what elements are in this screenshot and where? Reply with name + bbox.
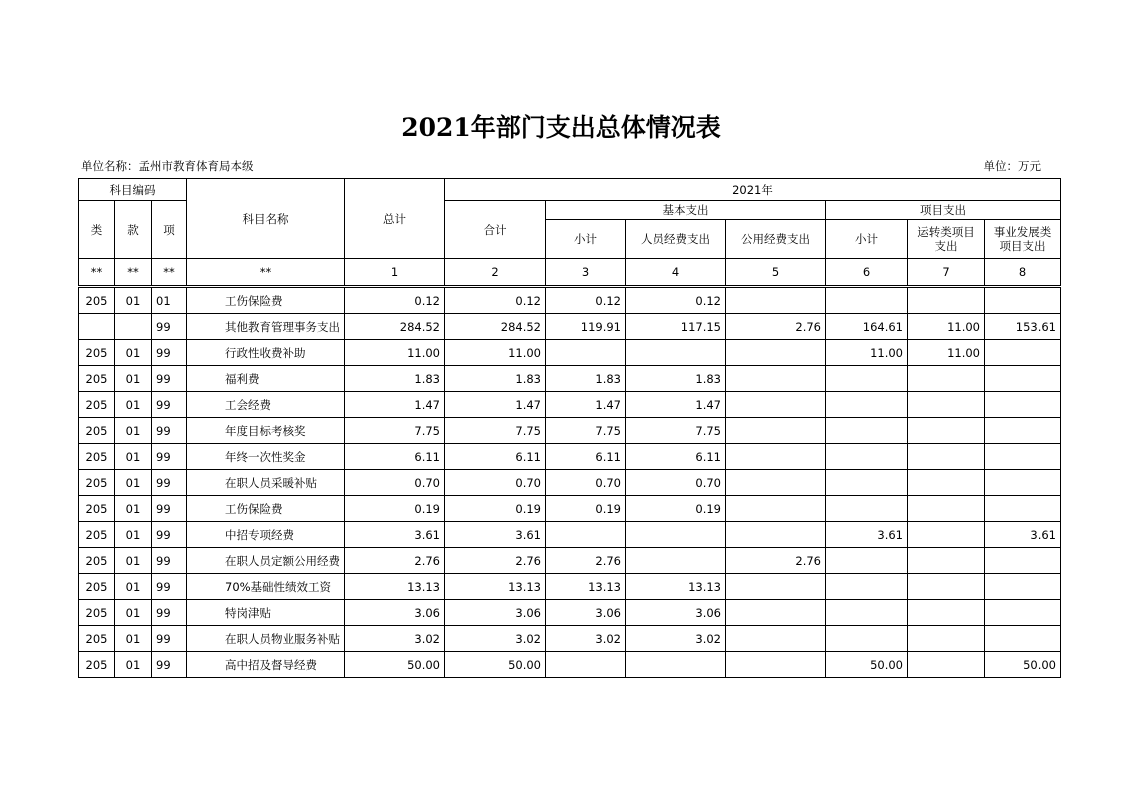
index-cell: ** [152,259,187,286]
cell-project-subtotal: 164.61 [826,314,908,340]
cell-kuan: 01 [115,548,152,574]
cell-project-subtotal [826,470,908,496]
table-row [79,496,1061,522]
cell-operating [908,626,985,652]
cell-basic-subtotal: 0.19 [546,496,626,522]
cell-personnel [626,652,726,678]
cell-project-subtotal: 50.00 [826,652,908,678]
cell-kuan: 01 [115,652,152,678]
cell-lei: 205 [79,470,115,496]
cell-development: 153.61 [985,314,1061,340]
cell-development [985,496,1061,522]
cell-subject-name: 年度目标考核奖 [187,418,345,444]
cell-kuan: 01 [115,418,152,444]
cell-lei: 205 [79,418,115,444]
cell-kuan: 01 [115,366,152,392]
header-total: 总计 [345,179,445,259]
cell-public [726,574,826,600]
header-subject-code: 科目编码 [79,179,187,201]
index-cell: 1 [345,259,445,286]
cell-lei: 205 [79,366,115,392]
cell-basic-subtotal: 3.02 [546,626,626,652]
header-subject-name: 科目名称 [187,179,345,259]
cell-total: 3.61 [345,522,445,548]
cell-basic-subtotal [546,340,626,366]
table-row [79,418,1061,444]
cell-personnel: 1.47 [626,392,726,418]
cell-heji: 284.52 [445,314,546,340]
cell-project-subtotal [826,574,908,600]
cell-kuan: 01 [115,392,152,418]
cell-subject-name: 在职人员采暖补贴 [187,470,345,496]
cell-subject-name: 特岗津贴 [187,600,345,626]
table-row [79,574,1061,600]
cell-personnel: 3.02 [626,626,726,652]
header-lei: 类 [79,201,115,259]
cell-kuan: 01 [115,626,152,652]
cell-heji: 0.19 [445,496,546,522]
cell-xiang: 99 [152,314,187,340]
cell-basic-subtotal: 13.13 [546,574,626,600]
table-row [79,470,1061,496]
cell-public [726,522,826,548]
cell-subject-name: 工会经费 [187,392,345,418]
cell-total: 6.11 [345,444,445,470]
cell-lei: 205 [79,652,115,678]
cell-lei: 205 [79,288,115,314]
cell-lei [79,314,115,340]
cell-operating [908,288,985,314]
index-cell: ** [115,259,152,286]
table-row [79,392,1061,418]
cell-development [985,366,1061,392]
cell-total: 284.52 [345,314,445,340]
cell-subject-name: 70%基础性绩效工资 [187,574,345,600]
header-personnel: 人员经费支出 [626,220,726,259]
index-cell: 5 [726,259,826,286]
header-project-subtotal: 小计 [826,220,908,259]
cell-personnel: 3.06 [626,600,726,626]
header-project-expenditure: 项目支出 [826,201,1061,220]
table-row [79,314,1061,340]
cell-subject-name: 工伤保险费 [187,288,345,314]
cell-public [726,288,826,314]
cell-lei: 205 [79,522,115,548]
header-public: 公用经费支出 [726,220,826,259]
cell-heji: 11.00 [445,340,546,366]
cell-lei: 205 [79,548,115,574]
cell-project-subtotal [826,392,908,418]
cell-total: 50.00 [345,652,445,678]
cell-public [726,444,826,470]
cell-public [726,366,826,392]
cell-subject-name: 高中招及督导经费 [187,652,345,678]
index-cell: 8 [985,259,1061,286]
header-basic-expenditure: 基本支出 [546,201,826,220]
cell-operating: 11.00 [908,314,985,340]
header-heji: 合计 [445,201,546,259]
cell-subject-name: 年终一次性奖金 [187,444,345,470]
cell-kuan: 01 [115,600,152,626]
cell-public [726,626,826,652]
cell-development [985,418,1061,444]
cell-kuan: 01 [115,470,152,496]
header-row-1 [79,179,1061,201]
table-row [79,600,1061,626]
cell-operating [908,600,985,626]
header-kuan: 款 [115,201,152,259]
cell-personnel: 7.75 [626,418,726,444]
cell-heji: 50.00 [445,652,546,678]
cell-xiang: 99 [152,496,187,522]
cell-development [985,548,1061,574]
cell-project-subtotal [826,366,908,392]
cell-xiang: 99 [152,444,187,470]
cell-operating [908,418,985,444]
cell-basic-subtotal [546,522,626,548]
cell-personnel: 0.70 [626,470,726,496]
cell-heji: 0.12 [445,288,546,314]
cell-lei: 205 [79,600,115,626]
cell-personnel: 117.15 [626,314,726,340]
cell-lei: 205 [79,340,115,366]
cell-xiang: 99 [152,574,187,600]
cell-operating [908,366,985,392]
cell-total: 1.47 [345,392,445,418]
cell-kuan: 01 [115,444,152,470]
cell-personnel: 0.12 [626,288,726,314]
cell-subject-name: 工伤保险费 [187,496,345,522]
cell-development: 50.00 [985,652,1061,678]
cell-public: 2.76 [726,314,826,340]
cell-total: 3.02 [345,626,445,652]
cell-public [726,600,826,626]
page-title: 2021年部门支出总体情况表 [401,113,721,142]
index-row [79,259,1061,286]
cell-total: 11.00 [345,340,445,366]
table-row [79,548,1061,574]
cell-xiang: 99 [152,600,187,626]
cell-project-subtotal [826,288,908,314]
cell-development [985,340,1061,366]
cell-public [726,340,826,366]
cell-development [985,470,1061,496]
cell-xiang: 99 [152,470,187,496]
table-row [79,522,1061,548]
cell-operating [908,444,985,470]
cell-development [985,288,1061,314]
cell-basic-subtotal: 119.91 [546,314,626,340]
index-cell: 4 [626,259,726,286]
index-cell: ** [187,259,345,286]
cell-subject-name: 行政性收费补助 [187,340,345,366]
cell-heji: 3.02 [445,626,546,652]
cell-project-subtotal: 3.61 [826,522,908,548]
cell-personnel: 13.13 [626,574,726,600]
cell-public [726,496,826,522]
cell-project-subtotal [826,600,908,626]
cell-project-subtotal [826,548,908,574]
index-cell: 7 [908,259,985,286]
table-row [79,626,1061,652]
cell-total: 0.12 [345,288,445,314]
cell-xiang: 01 [152,288,187,314]
cell-operating [908,548,985,574]
cell-heji: 1.47 [445,392,546,418]
cell-project-subtotal: 11.00 [826,340,908,366]
cell-lei: 205 [79,392,115,418]
cell-public [726,470,826,496]
cell-project-subtotal [826,496,908,522]
cell-basic-subtotal: 2.76 [546,548,626,574]
cell-basic-subtotal: 6.11 [546,444,626,470]
cell-operating [908,470,985,496]
cell-heji: 7.75 [445,418,546,444]
header-development: 事业发展类项目支出 [985,220,1061,259]
cell-development: 3.61 [985,522,1061,548]
cell-kuan: 01 [115,574,152,600]
cell-total: 7.75 [345,418,445,444]
cell-kuan [115,314,152,340]
table-row [79,652,1061,678]
cell-kuan: 01 [115,288,152,314]
cell-subject-name: 福利费 [187,366,345,392]
cell-personnel: 0.19 [626,496,726,522]
header-xiang: 项 [152,201,187,259]
cell-heji: 2.76 [445,548,546,574]
cell-development [985,392,1061,418]
cell-total: 0.70 [345,470,445,496]
cell-project-subtotal [826,626,908,652]
index-cell: 3 [546,259,626,286]
cell-public [726,392,826,418]
cell-kuan: 01 [115,496,152,522]
cell-lei: 205 [79,496,115,522]
cell-development [985,444,1061,470]
cell-development [985,600,1061,626]
cell-operating [908,652,985,678]
cell-personnel [626,340,726,366]
cell-heji: 0.70 [445,470,546,496]
header-basic-subtotal: 小计 [546,220,626,259]
table-row [79,366,1061,392]
cell-basic-subtotal: 0.70 [546,470,626,496]
cell-subject-name: 在职人员物业服务补贴 [187,626,345,652]
cell-heji: 3.06 [445,600,546,626]
cell-xiang: 99 [152,392,187,418]
cell-heji: 6.11 [445,444,546,470]
cell-public [726,652,826,678]
cell-xiang: 99 [152,548,187,574]
cell-kuan: 01 [115,340,152,366]
cell-personnel: 6.11 [626,444,726,470]
cell-subject-name: 在职人员定额公用经费 [187,548,345,574]
cell-project-subtotal [826,444,908,470]
cell-basic-subtotal [546,652,626,678]
cell-xiang: 99 [152,418,187,444]
cell-kuan: 01 [115,522,152,548]
header-operating: 运转类项目支出 [908,220,985,259]
cell-operating [908,522,985,548]
index-cell: 6 [826,259,908,286]
cell-personnel [626,522,726,548]
cell-public: 2.76 [726,548,826,574]
cell-lei: 205 [79,444,115,470]
cell-total: 3.06 [345,600,445,626]
currency-unit-label: 单位：万元 [983,159,1041,173]
cell-basic-subtotal: 1.47 [546,392,626,418]
cell-project-subtotal [826,418,908,444]
cell-operating [908,574,985,600]
index-cell: 2 [445,259,546,286]
cell-total: 0.19 [345,496,445,522]
cell-total: 2.76 [345,548,445,574]
cell-subject-name: 中招专项经费 [187,522,345,548]
expenditure-table [78,178,1061,678]
cell-lei: 205 [79,574,115,600]
cell-heji: 13.13 [445,574,546,600]
cell-personnel [626,548,726,574]
cell-basic-subtotal: 3.06 [546,600,626,626]
cell-xiang: 99 [152,366,187,392]
cell-basic-subtotal: 7.75 [546,418,626,444]
cell-lei: 205 [79,626,115,652]
unit-name-label: 单位名称：孟州市教育体育局本级 [81,159,254,173]
table-row [79,288,1061,314]
cell-development [985,626,1061,652]
cell-operating [908,392,985,418]
cell-public [726,418,826,444]
cell-operating: 11.00 [908,340,985,366]
cell-operating [908,496,985,522]
cell-basic-subtotal: 1.83 [546,366,626,392]
cell-heji: 1.83 [445,366,546,392]
table-row [79,444,1061,470]
cell-heji: 3.61 [445,522,546,548]
cell-basic-subtotal: 0.12 [546,288,626,314]
cell-xiang: 99 [152,626,187,652]
index-cell: ** [79,259,115,286]
cell-xiang: 99 [152,522,187,548]
cell-development [985,574,1061,600]
cell-xiang: 99 [152,652,187,678]
cell-personnel: 1.83 [626,366,726,392]
header-year: 2021年 [445,179,1061,201]
cell-xiang: 99 [152,340,187,366]
table-row [79,340,1061,366]
cell-total: 13.13 [345,574,445,600]
cell-subject-name: 其他教育管理事务支出 [187,314,345,340]
cell-total: 1.83 [345,366,445,392]
